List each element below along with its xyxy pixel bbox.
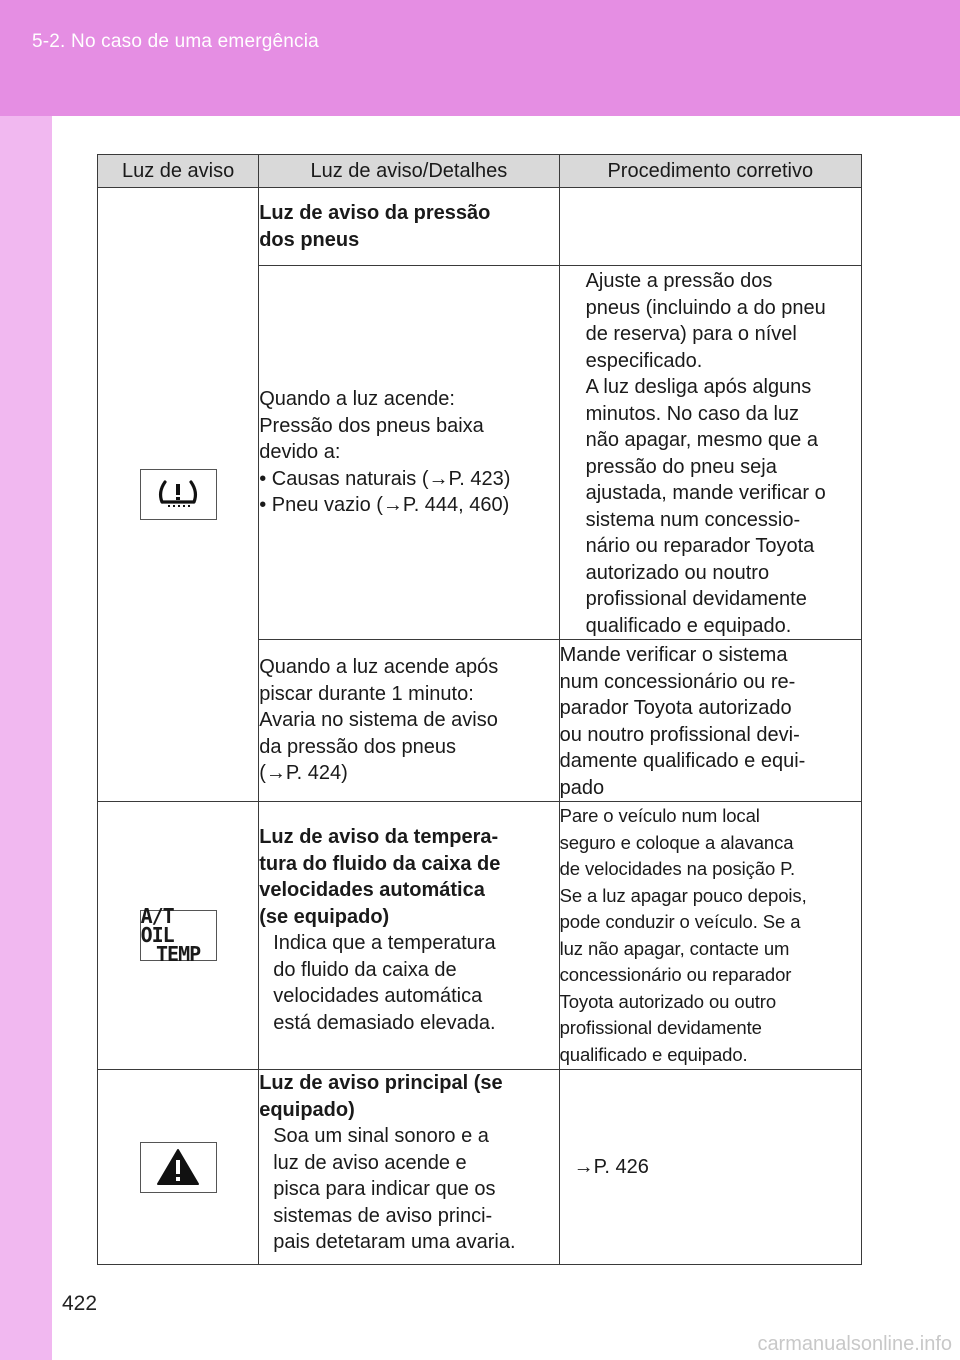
tire-pressure-low-procedure xyxy=(559,266,861,640)
table-row xyxy=(98,188,862,266)
tire-pressure-malfunction-details: Quando a luz acende após piscar durante 1 minuto: Avaria no sistema de aviso da pressão dos pneus (→P. 424) xyxy=(259,640,559,802)
tire-pressure-low-details: Quando a luz acende: Pressão dos pneus baixa devido a: • Causas naturais (→P. 423) • Pneu vazio (→P. 444, 460) xyxy=(259,266,559,640)
at-oil-temp-details: Indica que a temperatura do fluido da caixa de velocidades automática está demasiado elevada. xyxy=(273,932,496,1034)
warning-lights-table xyxy=(97,154,862,1265)
tire-pressure-icon-cell xyxy=(98,188,259,802)
column-header-details: Luz de aviso/Detalhes xyxy=(259,155,559,188)
page-number: 422 xyxy=(62,1292,98,1315)
table-header-row xyxy=(98,155,862,188)
master-warning-details-cell xyxy=(259,1070,559,1265)
tire-pressure-warning-icon xyxy=(140,469,217,520)
master-warning-icon-cell xyxy=(98,1070,259,1265)
at-oil-temp-details-cell xyxy=(259,802,559,1070)
at-oil-temp-icon xyxy=(140,904,217,966)
at-oil-temp-icon-line1: A/T OIL xyxy=(140,904,174,947)
procedure-adjust-pressure: Ajuste a pressão dos pneus (incluindo a do pneu de reserva) para o nível especificado. xyxy=(585,270,826,372)
side-strip xyxy=(0,116,52,1360)
section-title: 5-2. No caso de uma emergência xyxy=(32,31,319,52)
master-warning-details: Soa um sinal sonoro e a luz de aviso acende e pisca para indicar que os sistemas de aviso princi- pais detetaram uma avaria. xyxy=(273,1125,516,1253)
master-warning-triangle-icon xyxy=(140,1142,217,1193)
procedure-light-off: A luz desliga após alguns minutos. No caso da luz não apagar, mesmo que a pressão do pneu seja ajustada, mande verificar o sistema num concessio- nário ou reparador Toyota autorizado ou noutro profissional devidamente qualificado e equipado. xyxy=(585,376,826,637)
column-header-procedure: Procedimento corretivo xyxy=(559,155,861,188)
column-header-warning-light: Luz de aviso xyxy=(98,155,259,188)
tire-pressure-title: Luz de aviso da pressão dos pneus xyxy=(259,188,559,266)
header-band xyxy=(0,0,960,116)
tire-pressure-title-procedure-cell xyxy=(559,188,861,266)
master-warning-procedure: →P. 426 xyxy=(559,1070,861,1265)
at-oil-temp-icon-line2: TEMP xyxy=(156,942,201,966)
tire-pressure-malfunction-procedure: Mande verificar o sistema num concessionário ou re- parador Toyota autorizado ou noutro profissional devi- damente qualificado e equi- pado xyxy=(559,640,861,802)
at-oil-temp-procedure: Pare o veículo num local seguro e coloque a alavanca de velocidades na posição P. Se a luz apagar pouco depois, pode conduzir o veículo. Se a luz não apagar, contacte um concessionário ou reparador Toyota autorizado ou outro profissional devidamente qualificado e equipado. xyxy=(559,802,861,1070)
at-oil-temp-title: Luz de aviso da tempera- tura do fluido da caixa de velocidades automática (se equipado) xyxy=(259,826,501,928)
master-warning-title: Luz de aviso principal (se equipado) xyxy=(259,1072,503,1121)
table-row xyxy=(98,1070,862,1265)
at-oil-temp-icon-cell xyxy=(98,802,259,1070)
table-row xyxy=(98,802,862,1070)
watermark: carmanualsonline.info xyxy=(757,1333,952,1355)
